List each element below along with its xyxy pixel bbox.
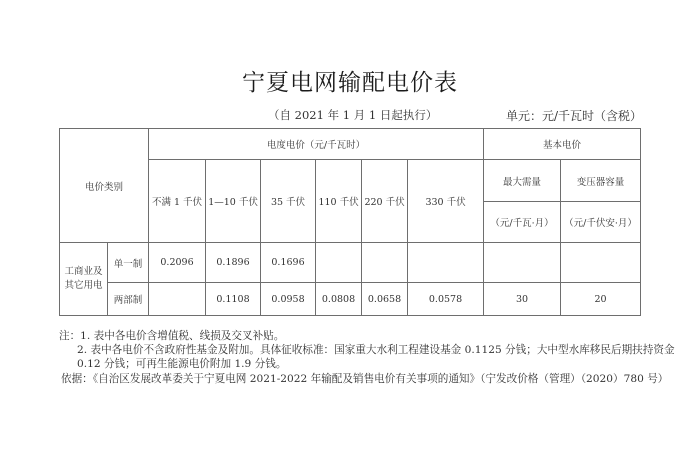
price-cell [316, 243, 362, 283]
max-demand-header: 最大需量 [484, 160, 561, 202]
price-cell: 30 [484, 283, 561, 316]
basic-price-header: 基本电价 [484, 129, 641, 160]
transformer-capacity-header: 变压器容量 [561, 160, 641, 202]
voltage-level-header: 不满 1 千伏 [149, 160, 206, 243]
price-cell: 0.2096 [149, 243, 206, 283]
row-label-two-part: 两部制 [108, 283, 149, 316]
effective-date-note: （自 2021 年 1 月 1 日起执行） [268, 108, 438, 122]
price-cell: 0.0958 [261, 283, 316, 316]
price-cell: 0.1108 [206, 283, 261, 316]
price-cell: 20 [561, 283, 641, 316]
price-cell: 0.0808 [316, 283, 362, 316]
category-header-cell: 电价类别 [60, 129, 149, 243]
energy-price-header: 电度电价（元/千瓦时） [149, 129, 484, 160]
voltage-level-header: 220 千伏 [362, 160, 408, 243]
tariff-table [59, 128, 641, 316]
max-demand-unit: （元/千瓦·月） [484, 202, 561, 243]
price-cell: 0.0658 [362, 283, 408, 316]
price-cell [149, 283, 206, 316]
voltage-level-header: 35 千伏 [261, 160, 316, 243]
transformer-capacity-unit: （元/千伏安·月） [561, 202, 641, 243]
row-label-single: 单一制 [108, 243, 149, 283]
voltage-level-header: 1—10 千伏 [206, 160, 261, 243]
price-cell: 0.1896 [206, 243, 261, 283]
price-cell: 0.1696 [261, 243, 316, 283]
price-cell [561, 243, 641, 283]
voltage-level-header: 110 千伏 [316, 160, 362, 243]
price-cell [362, 243, 408, 283]
price-cell: 0.0578 [408, 283, 484, 316]
basis-line: 依据：《自治区发展改革委关于宁夏电网 2021-2022 年输配及销售电价有关事项的通知》（宁发改价格（管理）（2020）780 号） [61, 372, 669, 385]
note-line: 0.12 分钱；可再生能源电价附加 1.9 分钱。 [77, 358, 287, 371]
price-cell [484, 243, 561, 283]
note-line: 2. 表中各电价不含政府性基金及附加。具体征收标准：国家重大水利工程建设基金 0.1125 分钱；大中型水库移民后期扶持资金 [77, 344, 675, 357]
notes-section [59, 329, 679, 386]
page-title: 宁夏电网输配电价表 [242, 70, 458, 96]
voltage-level-header: 330 千伏 [408, 160, 484, 243]
note-line: 注：1. 表中各电价含增值税、线损及交叉补贴。 [59, 330, 285, 342]
price-cell [408, 243, 484, 283]
customer-group-label: 工商业及其它用电 [60, 243, 108, 316]
unit-note: 单元：元/千瓦时（含税） [506, 109, 643, 123]
